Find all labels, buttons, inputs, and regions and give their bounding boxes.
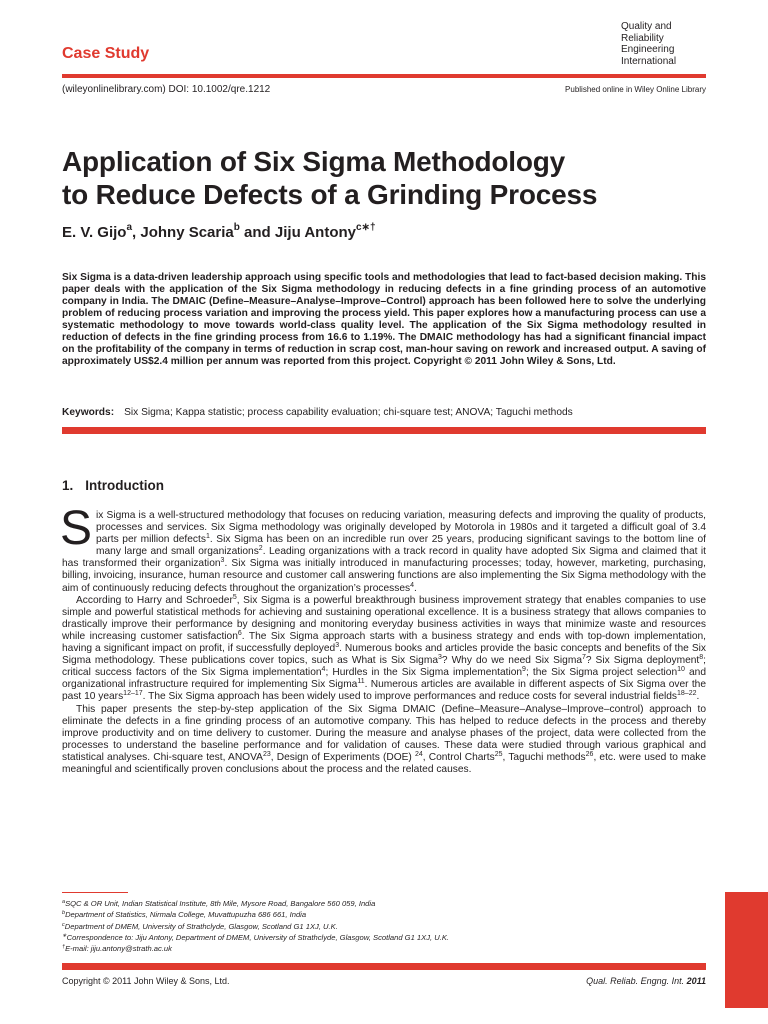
citation-ref: 10 — [677, 666, 685, 674]
footnote-mark: a — [62, 899, 66, 905]
paragraph-text: and organizational infrastructure required for implementing Six Sigma — [62, 667, 707, 691]
paragraph-text: , Six Sigma is a powerful breakthrough business improvement strategy that enables companies to use simple and powerful statistical methods for achieving and sustaining operational excellence. It is a business strategy that allows companies to drastically improve their performance by designing and monitoring everyday business activities in ways that minimize waste and resources while increasing customer satisfaction — [62, 594, 706, 642]
paragraph-text: ; Hurdles in the Six Sigma implementation — [325, 667, 523, 679]
paragraph-text: ; the Six Sigma project selection — [525, 667, 678, 679]
citation-ref: 4 — [410, 581, 415, 589]
footnote-mark: b — [62, 910, 66, 917]
footnote-mark: c — [62, 921, 65, 928]
citation-ref: 18–22 — [677, 690, 697, 698]
doi-line: (wileyonlinelibrary.com) DOI: 10.1002/qre.1212 — [62, 84, 271, 95]
paragraph-text: , Design of Experiments (DOE) — [270, 751, 415, 763]
title-line: to Reduce Defects of a Grinding Process — [62, 179, 598, 210]
author-and: and — [239, 224, 275, 241]
author-name: E. V. Gijo — [62, 224, 127, 241]
citation-ref: 1 — [205, 533, 210, 541]
citation-ref: 11 — [357, 678, 365, 686]
footnote — [62, 909, 449, 920]
citation-ref: 4 — [321, 666, 326, 674]
side-tab-decoration — [725, 892, 768, 1008]
paragraph-text: ? Why do we need Six Sigma — [441, 655, 582, 667]
section-number: 1. — [62, 478, 74, 493]
footnote-text: E-mail: jiju.antony@strath.ac.uk — [65, 944, 172, 954]
author-affiliation-mark: c∗† — [356, 222, 376, 233]
citation-ref: 24 — [414, 750, 423, 758]
paragraph-text: . Leading organizations with a track record in quality have adopted Six Sigma and claimed that it has transformed their organization — [62, 546, 706, 570]
paragraph-text: According to Harry and Schroeder — [76, 594, 233, 606]
footnote-rule — [62, 892, 128, 893]
paragraph-text: , Taguchi methods — [502, 751, 586, 763]
footer-rule — [62, 963, 706, 970]
journal-name-line: Engineering — [621, 44, 675, 55]
footnote-text: Correspondence to: Jiju Antony, Department of DMEM, University of Strathclyde, Glasgow, Scotland G1 1XJ, U.K. — [66, 932, 449, 942]
author-name: Jiju Antony — [274, 224, 356, 241]
citation-ref: 23 — [262, 750, 271, 758]
paragraph-text: . — [414, 582, 417, 594]
section-title: Introduction — [85, 478, 164, 493]
citation-ref: 26 — [585, 750, 594, 758]
paragraph-text: . Numerous books and articles provide the basic concepts and benefits of the Six Sigma methodology. These publications cover topics, such as What is Six Sigma — [62, 643, 706, 667]
paragraph-text: , etc. were used to make meaningful and scientifically proven conclusions about the process and the related causes. — [62, 751, 706, 775]
journal-name-line: Quality and — [621, 21, 672, 32]
introduction-body — [60, 502, 707, 776]
paragraph-text: . The Six Sigma approach has been widely used to improve performances and reduce costs for several industrial fields — [142, 691, 678, 703]
footnote — [62, 921, 449, 932]
paragraph — [62, 704, 706, 777]
section-rule — [62, 427, 706, 434]
paragraph-text: This paper presents the step-by-step application of the Six Sigma DMAIC (Define–Measure–Analyse–Improve–control) approach to eliminate the defects in a fine grinding process of an automotive company. This has helped to reduce defects in the process and thereby improve productivity and on time delivery to customer. During the measure and analyse phases of the project, data were collected from the processes to understand the baseline performance and for validation of causes. These data were studied through various graphical and statistical analyses. Chi-square test, ANOVA — [62, 703, 706, 763]
author-list — [62, 222, 376, 241]
journal-citation — [586, 976, 706, 986]
journal-name-line: Reliability — [621, 32, 664, 44]
citation-ref: 3 — [438, 654, 442, 662]
abstract: Six Sigma is a data-driven leadership approach using specific tools and methodologies that lead to fact-based decision making. This paper deals with the application of the Six Sigma methodology in reducing defects in a fine grinding process of an automotive company in India. The DMAIC (Define–Measure–Analyse–Improve–Control) approach has been followed here to solve the underlying problem of reducing process variation and improving the process yield. This paper explores how a manufacturing process can use a systematic methodology to move towards world-class quality level. The application of the Six Sigma methodology resulted in reduction of defects in the fine grinding process from 16.6 to 1.19%. The DMAIC methodology has had a significant financial impact on the profitability of the company in terms of reduction in scrap cost, man-hour saving on rework and increased output. A saving of approximately US$2.4 million per annum was reported from this project. Copyright © 2011 John Wiley & Sons, Ltd. — [62, 272, 706, 367]
keywords-label: Keywords: — [62, 407, 115, 418]
paragraph-text: ? Six Sigma deployment — [585, 655, 700, 667]
published-online: Published online in Wiley Online Library — [565, 85, 706, 94]
paragraph-text: ; critical success factors of the Six Sigma implementation — [62, 655, 706, 679]
footnote — [62, 943, 449, 954]
article-title — [62, 145, 597, 211]
paragraph-text: , Control Charts — [422, 751, 495, 763]
citation-journal: Qual. Reliab. Engng. Int. — [586, 976, 685, 986]
paragraph-text: ix Sigma is a well-structured methodology that focuses on reducing variation, measuring defects and improving the quality of products, processes and services. Six Sigma methodology was originally developed by Motorola in 1980s and it targeted a difficult goal of 3.4 parts per million defects — [96, 510, 706, 546]
citation-ref: 9 — [522, 666, 526, 674]
paragraph — [60, 502, 706, 595]
citation-ref: 12–17 — [123, 690, 143, 698]
case-study-label: Case Study — [62, 45, 150, 62]
paragraph-text: . Six Sigma has been on an incredible run over 25 years, producing significant savings to the bottom line of many large and small organizations — [96, 534, 706, 558]
paragraph-text: . Six Sigma was initially introduced in manufacturing processes; today, however, marketing, purchasing, billing, invoicing, insurance, human resource and customer call answering functions are also implementing the Six Sigma methodology with the aim of continuously reducing defects throughout the organization’s processes — [62, 558, 706, 594]
footnote-mark: † — [62, 944, 66, 951]
keywords-list: Six Sigma; Kappa statistic; process capability evaluation; chi-square test; ANOVA; Taguchi methods — [124, 407, 573, 418]
footnote — [62, 898, 449, 909]
citation-ref: 6 — [237, 629, 242, 637]
paragraph-text: . Numerous articles are available in different aspects of Six Sigma over the past 10 years — [62, 679, 707, 703]
paragraph-text: . — [696, 691, 700, 703]
footnote — [62, 932, 449, 943]
journal-name-line: International — [621, 55, 677, 67]
footnote-mark: ∗ — [62, 932, 67, 939]
citation-ref: 3 — [335, 642, 340, 650]
footnote-text: Department of DMEM, University of Strathclyde, Glasgow, Scotland G1 1XJ, U.K. — [64, 921, 338, 931]
author-separator: , — [132, 224, 141, 241]
paragraph-text: . The Six Sigma approach starts with a business strategy and ends with top-down implementation, having a significant impact on profit, if successfully deployed — [62, 630, 707, 655]
author-name: Johny Scaria — [140, 224, 234, 241]
citation-ref: 3 — [220, 557, 225, 565]
footnotes — [62, 898, 449, 954]
header-rule — [62, 74, 706, 78]
copyright-notice: Copyright © 2011 John Wiley & Sons, Ltd. — [62, 976, 230, 986]
section-heading — [62, 478, 176, 493]
citation-ref: 7 — [581, 654, 586, 662]
author-affiliation-mark: a — [126, 222, 133, 233]
journal-name — [621, 21, 676, 67]
citation-ref: 5 — [232, 593, 237, 601]
citation-ref: 8 — [699, 654, 704, 662]
citation-ref: 25 — [494, 750, 503, 758]
footnote-text: SQC & OR Unit, Indian Statistical Institute, 8th Mile, Mysore Road, Bangalore 560 059, India — [65, 899, 376, 908]
footnote-text: Department of Statistics, Nirmala College, Muvattupuzha 686 661, India — [65, 910, 307, 920]
paragraph — [62, 595, 706, 704]
keywords — [62, 407, 573, 418]
citation-ref: 2 — [258, 545, 263, 553]
title-line: Application of Six Sigma Methodology — [62, 146, 566, 177]
author-affiliation-mark: b — [233, 222, 240, 233]
drop-cap: S — [60, 502, 93, 555]
citation-year: 2011 — [686, 976, 706, 986]
